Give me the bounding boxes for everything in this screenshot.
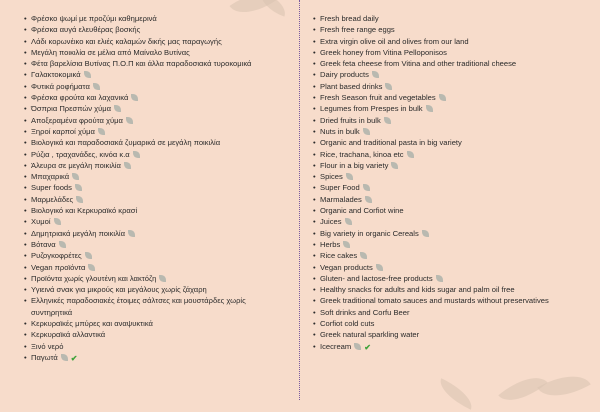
item-label: Βιολογικά και παραδοσιακά ζυμαρικά σε μεγάλη ποικιλία — [31, 138, 221, 148]
leaf-icon — [85, 252, 92, 259]
leaf-icon — [436, 275, 443, 282]
list-item — [24, 295, 286, 318]
bullet: • — [313, 183, 316, 193]
item-label: Organic and Corfiot wine — [320, 206, 404, 216]
item-label: Super foods — [31, 182, 82, 193]
bullet: • — [313, 217, 316, 227]
list-item — [24, 47, 286, 58]
list-item — [24, 24, 286, 35]
list-item — [313, 341, 583, 352]
bullet: • — [24, 126, 27, 136]
bullet: • — [313, 172, 316, 182]
list-item — [24, 273, 286, 284]
bullet: • — [313, 93, 316, 103]
item-label: Προϊόντα χωρίς γλουτένη και λακτόζη — [31, 273, 166, 284]
bullet: • — [24, 36, 27, 46]
item-label: Marmalades — [320, 194, 372, 205]
list-item — [313, 182, 583, 193]
item-label: Vegan προϊόντα — [31, 262, 95, 273]
list-item — [24, 13, 286, 24]
bullet: • — [313, 126, 316, 136]
leaf-icon — [372, 71, 379, 78]
list-item — [24, 103, 286, 114]
list-item — [24, 92, 286, 103]
bullet: • — [313, 59, 316, 69]
list-item — [313, 81, 583, 92]
item-label: Ελληνικές παραδοσιακές έτοιμες σάλτσες και μουστάρδες χωρίς συντηρητικά — [31, 296, 246, 317]
bullet: • — [313, 160, 316, 170]
list-item — [24, 262, 286, 273]
item-label: Dried fruits in bulk — [320, 115, 391, 126]
bullet: • — [24, 206, 27, 216]
bullet: • — [24, 14, 27, 23]
bullet: • — [24, 81, 27, 91]
bullet: • — [313, 307, 316, 317]
bullet: • — [24, 262, 27, 272]
leaf-icon — [426, 105, 433, 112]
item-label: Juices — [320, 216, 352, 227]
list-item — [24, 341, 286, 352]
list-item — [313, 24, 583, 35]
leaf-icon — [391, 162, 398, 169]
bullet: • — [24, 239, 27, 249]
leaf-icon — [439, 94, 446, 101]
list-item — [24, 194, 286, 205]
item-label: Κερκυραϊκές μπύρες και αναψυκτικά — [31, 319, 153, 329]
item-label: Flour in a big variety — [320, 160, 398, 171]
item-label: Άλευρα σε μεγάλη ποικιλία — [31, 160, 131, 171]
item-label: Γαλακτοκομικά — [31, 69, 91, 80]
bullet: • — [313, 341, 316, 351]
item-label: Φρέσκα αυγά ελευθέρας βοσκής — [31, 25, 141, 35]
bullet: • — [24, 228, 27, 238]
item-label: Nuts in bulk — [320, 126, 370, 137]
bullet: • — [313, 285, 316, 295]
bullet: • — [313, 262, 316, 272]
item-label: Corfiot cold cuts — [320, 319, 375, 329]
list-item — [24, 115, 286, 126]
leaf-icon — [114, 105, 121, 112]
leaf-icon — [363, 184, 370, 191]
item-label: Δημητριακά μεγάλη ποικιλία — [31, 228, 135, 239]
list-item — [313, 58, 583, 69]
item-label: Vegan products — [320, 262, 383, 273]
leaf-icon — [360, 252, 367, 259]
item-label: Greek traditional tomato sauces and mustards without preservatives — [320, 296, 549, 306]
leaf-icon — [407, 151, 414, 158]
bullet: • — [313, 47, 316, 57]
list-item — [24, 171, 286, 182]
leaf-icon — [422, 230, 429, 237]
item-label: Ξηροί καρποί χύμα — [31, 126, 105, 137]
leaf-icon — [54, 218, 61, 225]
list-item — [24, 205, 286, 216]
list-item — [24, 329, 286, 340]
list-item — [24, 216, 286, 227]
leaf-icon — [98, 128, 105, 135]
item-label: Βότανα — [31, 239, 66, 250]
bullet: • — [313, 25, 316, 35]
list-item — [24, 36, 286, 47]
list-item — [313, 137, 583, 148]
bullet: • — [24, 183, 27, 193]
leaf-icon — [384, 117, 391, 124]
list-item — [313, 205, 583, 216]
bullet: • — [24, 59, 27, 69]
item-label: Soft drinks and Corfu Beer — [320, 307, 410, 317]
list-item — [313, 126, 583, 137]
item-label: Fresh bread daily — [320, 14, 379, 23]
item-label: Μαρμελάδες — [31, 194, 83, 205]
bullet: • — [24, 341, 27, 351]
leaf-icon — [88, 264, 95, 271]
bullet: • — [313, 319, 316, 329]
bullet: • — [313, 228, 316, 238]
item-label: Fresh free range eggs — [320, 25, 395, 35]
bullet: • — [24, 93, 27, 103]
list-item — [24, 58, 286, 69]
item-label: Gluten- and lactose-free products — [320, 273, 443, 284]
bullet: • — [24, 285, 27, 295]
bullet: • — [24, 149, 27, 159]
item-label: Legumes from Prespes in bulk — [320, 103, 433, 114]
greek-product-list — [24, 13, 286, 363]
list-item — [24, 149, 286, 160]
item-label: Αποξεραμένα φρούτα χύμα — [31, 115, 133, 126]
bullet: • — [24, 172, 27, 182]
list-item — [24, 160, 286, 171]
item-label: Χυμοί — [31, 216, 61, 227]
bullet: • — [313, 194, 316, 204]
list-item — [24, 137, 286, 148]
list-item — [313, 171, 583, 182]
list-item — [24, 182, 286, 193]
item-label: Φέτα βαρελίσια Βυτίνας Π.Ο.Π και άλλα παραδοσιακά τυροκομικά — [31, 59, 252, 69]
leaf-icon — [159, 275, 166, 282]
bullet: • — [24, 194, 27, 204]
item-label: Βιολογικό και Κερκυραϊκό κρασί — [31, 206, 138, 216]
bullet: • — [24, 70, 27, 80]
bullet: • — [313, 70, 316, 80]
list-item — [313, 69, 583, 80]
item-label: Παγωτά ✔ — [31, 352, 78, 363]
list-item — [313, 295, 583, 306]
list-item — [313, 307, 583, 318]
column-divider — [299, 0, 300, 400]
item-label: Μπαχαρικά — [31, 171, 79, 182]
bullet: • — [313, 104, 316, 114]
bullet: • — [24, 217, 27, 227]
item-label: Φυτικά ροφήματα — [31, 81, 100, 92]
item-label: Dairy products — [320, 69, 379, 80]
list-item — [313, 262, 583, 273]
list-item — [24, 239, 286, 250]
bullet: • — [313, 115, 316, 125]
leaf-icon — [346, 173, 353, 180]
bullet: • — [313, 239, 316, 249]
bullet: • — [24, 104, 27, 114]
list-item — [313, 103, 583, 114]
item-label: Icecream ✔ — [320, 341, 371, 352]
bullet: • — [313, 251, 316, 261]
leaf-icon — [385, 83, 392, 90]
list-item — [313, 36, 583, 47]
list-item — [313, 115, 583, 126]
item-label: Ρύζια , τραχανάδες, κινόα κ.α — [31, 149, 140, 160]
item-label: Μεγάλη ποικιλία σε μέλια από Μαίναλο Βυτίνας — [31, 47, 190, 57]
item-label: Organic and traditional pasta in big variety — [320, 138, 462, 148]
bullet: • — [24, 319, 27, 329]
item-label: Spices — [320, 171, 353, 182]
bullet: • — [313, 138, 316, 148]
item-label: Greek natural sparkling water — [320, 330, 420, 340]
leaf-icon — [126, 117, 133, 124]
list-item — [313, 228, 583, 239]
list-item — [24, 250, 286, 261]
leaf-icon — [363, 128, 370, 135]
leaf-icon — [72, 173, 79, 180]
list-item — [313, 160, 583, 171]
leaf-icon — [59, 241, 66, 248]
item-label: Rice cakes — [320, 250, 367, 261]
leaf-icon — [131, 94, 138, 101]
item-label: Ρυζογκοφρέτες — [31, 250, 92, 261]
bullet: • — [24, 251, 27, 261]
item-label: Ξινό νερό — [31, 341, 64, 351]
list-item — [313, 47, 583, 58]
bullet: • — [313, 36, 316, 46]
list-item — [24, 69, 286, 80]
bullet: • — [24, 273, 27, 283]
bullet: • — [313, 296, 316, 306]
bullet: • — [24, 160, 27, 170]
list-item — [313, 273, 583, 284]
item-label: Fresh Season fruit and vegetables — [320, 92, 446, 103]
item-label: Όσπρια Πρεσπών χύμα — [31, 103, 121, 114]
item-label: Rice, trachana, kinoa etc — [320, 149, 414, 160]
bullet: • — [24, 47, 27, 57]
item-label: Greek feta cheese from Vitina and other traditional cheese — [320, 59, 517, 69]
bullet: • — [24, 115, 27, 125]
leaf-icon — [61, 354, 68, 361]
leaf-icon — [133, 151, 140, 158]
bullet: • — [24, 352, 27, 362]
vegan-check-icon: ✔ — [70, 353, 78, 363]
list-item — [24, 284, 286, 295]
leaf-icon — [345, 218, 352, 225]
bullet: • — [24, 138, 27, 148]
list-item — [24, 81, 286, 92]
leaf-icon — [343, 241, 350, 248]
item-label: Healthy snacks for adults and kids sugar and palm oil free — [320, 285, 515, 295]
decor-leaf-bottom — [537, 364, 591, 409]
leaf-icon — [365, 196, 372, 203]
list-item — [313, 250, 583, 261]
bullet: • — [313, 81, 316, 91]
leaf-icon — [75, 184, 82, 191]
bullet: • — [313, 206, 316, 216]
item-label: Λάδι κορωνέικο και ελιές καλαμών δικής μας παραγωγής — [31, 36, 222, 46]
item-label: Big variety in organic Cereals — [320, 228, 429, 239]
item-label: Plant based drinks — [320, 81, 392, 92]
vegan-check-icon: ✔ — [364, 342, 371, 352]
list-item — [313, 13, 583, 24]
decor-leaf-bottom — [434, 378, 477, 409]
bullet: • — [313, 14, 316, 23]
list-item — [313, 329, 583, 340]
bullet: • — [313, 330, 316, 340]
list-item — [313, 239, 583, 250]
bullet: • — [24, 25, 27, 35]
bullet: • — [24, 330, 27, 340]
bullet: • — [24, 296, 27, 306]
list-item — [313, 216, 583, 227]
list-item — [24, 318, 286, 329]
list-item — [24, 228, 286, 239]
leaf-icon — [128, 230, 135, 237]
leaf-icon — [93, 83, 100, 90]
leaf-icon — [76, 196, 83, 203]
list-item — [313, 318, 583, 329]
item-label: Extra virgin olive oil and olives from our land — [320, 36, 469, 46]
item-label: Κερκυραϊκά αλλαντικά — [31, 330, 106, 340]
item-label: Υγιεινά σνακ για μικρούς και μεγάλους χωρίς ζάχαρη — [31, 285, 207, 295]
list-item — [313, 194, 583, 205]
list-item — [313, 92, 583, 103]
bullet: • — [313, 273, 316, 283]
item-label: Super Food — [320, 182, 370, 193]
list-item — [313, 149, 583, 160]
item-label: Φρέσκο ψωμί με προζύμι καθημερινά — [31, 14, 157, 23]
item-label: Herbs — [320, 239, 350, 250]
leaf-icon — [84, 71, 91, 78]
item-label: Φρέσκα φρούτα και λαχανικά — [31, 92, 138, 103]
leaf-icon — [376, 264, 383, 271]
item-label: Greek honey from Vitina Pelloponisos — [320, 47, 447, 57]
list-item — [313, 284, 583, 295]
leaf-icon — [354, 343, 361, 350]
list-item — [24, 352, 286, 363]
leaf-icon — [124, 162, 131, 169]
bullet: • — [313, 149, 316, 159]
list-item — [24, 126, 286, 137]
english-product-list — [313, 13, 583, 352]
